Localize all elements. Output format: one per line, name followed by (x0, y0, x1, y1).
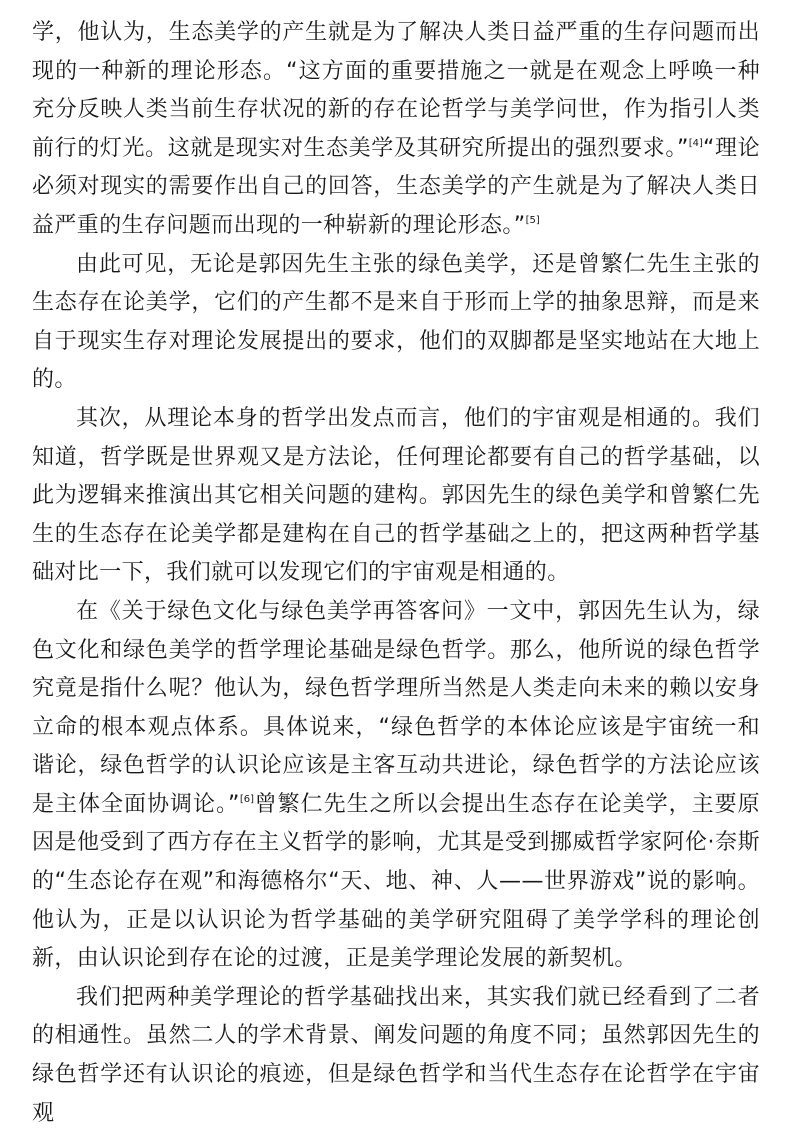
paragraph-1-text-1: 学，他认为，生态美学的产生就是为了解决人类日益严重的生存问题而出现的一种新的理论形态。“这方面的重要措施之一就是在观念上呼唤一种充分反映人类当前生存状况的新的存在论哲学与美学问世，作为指引人类前行的灯光。这就是现实对生态美学及其研究所提出的强烈要求。” (32, 20, 760, 161)
paragraph-5 (32, 979, 760, 1133)
paragraph-4 (32, 593, 760, 979)
citation-4: [4] (688, 137, 703, 149)
paragraph-3-text: 其次，从理论本身的哲学出发点而言，他们的宇宙观是相通的。我们知道，哲学既是世界观又是方法论，任何理论都要有自己的哲学基础，以此为逻辑来推演出其它相关问题的建构。郭因先生的绿色美学和曾繁仁先生的生态存在论美学都是建构在自己的哲学基础之上的，把这两种哲学基础对比一下，我们就可以发现它们的宇宙观是相通的。 (32, 405, 760, 586)
paragraph-4-text-2: 曾繁仁先生之所以会提出生态存在论美学，主要原因是他受到了西方存在主义哲学的影响，尤其是受到挪威哲学家阿伦·奈斯的“生态论存在观”和海德格尔“天、地、神、人——世界游戏”说的影响。他认为，正是以认识论为哲学基础的美学研究阻碍了美学学科的理论创新，由认识论到存在论的过渡，正是美学理论发展的新契机。 (32, 791, 760, 972)
paragraph-2 (32, 246, 760, 400)
paragraph-1-text-2: “理论必须对现实的需要作出自己的回答，生态美学的产生就是为了解决人类日益严重的生存问题而出现的一种崭新的理论形态。” (32, 135, 760, 238)
paragraph-5-text: 我们把两种美学理论的哲学基础找出来，其实我们就已经看到了二者的相通性。虽然二人的学术背景、阐发问题的角度不同；虽然郭因先生的绿色哲学还有认识论的痕迹，但是绿色哲学和当代生态存在论哲学在宇宙观 (32, 984, 760, 1126)
citation-5: [5] (525, 214, 540, 226)
paragraph-1 (32, 14, 760, 246)
paragraph-4-text-1: 在《关于绿色文化与绿色美学再答客问》一文中，郭因先生认为，绿色文化和绿色美学的哲学理论基础是绿色哲学。那么，他所说的绿色哲学究竟是指什么呢？他认为，绿色哲学理所当然是人类走向未来的赖以安身立命的根本观点体系。具体说来，“绿色哲学的本体论应该是宇宙统一和谐论，绿色哲学的认识论应该是主客互动共进论，绿色哲学的方法论应该是主体全面协调论。” (32, 598, 760, 817)
citation-6: [6] (239, 793, 254, 805)
paragraph-2-text: 由此可见，无论是郭因先生主张的绿色美学，还是曾繁仁先生主张的生态存在论美学，它们的产生都不是来自于形而上学的抽象思辩，而是来自于现实生存对理论发展提出的要求，他们的双脚都是坚实地站在大地上的。 (32, 251, 760, 393)
paragraph-3 (32, 400, 760, 593)
